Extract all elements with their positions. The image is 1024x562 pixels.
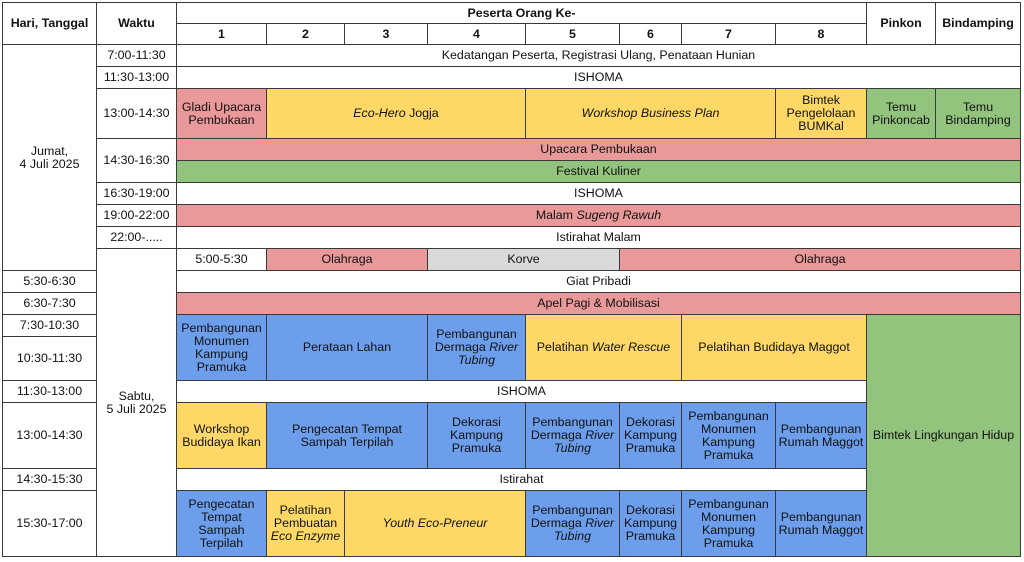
time-slot: 16:30-19:00 xyxy=(97,183,177,205)
activity-temu-pinkoncab: Temu Pinkoncab xyxy=(867,89,936,139)
activity-dekorasi: Dekorasi Kampung Pramuka xyxy=(620,403,682,469)
activity-festival: Festival Kuliner xyxy=(177,161,1021,183)
participant-number: 7 xyxy=(682,24,776,45)
time-slot: 5:00-5:30 xyxy=(177,249,267,271)
dermaga-pre: Pembangunan Dermaga xyxy=(434,327,517,354)
time-slot: 22:00-..... xyxy=(97,227,177,249)
participant-number: 2 xyxy=(267,24,345,45)
activity-dermaga xyxy=(526,403,620,469)
time-slot: 7:00-11:30 xyxy=(97,45,177,67)
activity-perataan: Perataan Lahan xyxy=(267,315,428,381)
dermaga-italic: River Tubing xyxy=(458,340,519,367)
activity-ishoma: ISHOMA xyxy=(177,381,867,403)
activity-korve: Korve xyxy=(428,249,620,271)
header-participants: Peserta Orang Ke- xyxy=(177,3,867,24)
day-cell-friday xyxy=(3,45,97,271)
day-cell-saturday xyxy=(97,249,177,557)
rescue-italic: Water Rescue xyxy=(591,340,671,354)
day-name: Jumat, xyxy=(30,143,69,158)
day-date: 4 Juli 2025 xyxy=(19,156,80,171)
participant-number: 5 xyxy=(526,24,620,45)
dermaga-pre: Pembangunan Dermaga xyxy=(530,415,613,442)
activity-monumen: Pembangunan Monumen Kampung Pramuka xyxy=(682,403,776,469)
time-slot: 10:30-11:30 xyxy=(3,337,97,381)
activity-olahraga: Olahraga xyxy=(620,249,1021,271)
activity-dermaga xyxy=(526,491,620,557)
activity-eco-hero xyxy=(267,89,526,139)
day-date: 5 Juli 2025 xyxy=(106,401,167,416)
time-slot: 13:00-14:30 xyxy=(3,403,97,469)
activity-rumah-maggot: Pembangunan Rumah Maggot xyxy=(776,491,867,557)
header-time: Waktu xyxy=(97,3,177,45)
youth-italic: Youth Eco-Preneur xyxy=(382,516,488,530)
activity-ishoma: ISHOMA xyxy=(177,183,1021,205)
activity-temu-bindamping: Temu Bindamping xyxy=(936,89,1021,139)
eco-hero-rest: Jogja xyxy=(405,106,439,120)
activity-dekorasi: Dekorasi Kampung Pramuka xyxy=(428,403,526,469)
time-slot: 6:30-7:30 xyxy=(3,293,97,315)
activity-eco-enzyme xyxy=(267,491,345,557)
time-slot: 7:30-10:30 xyxy=(3,315,97,337)
activity-apel-pagi: Apel Pagi & Mobilisasi xyxy=(177,293,1021,315)
activity-monumen: Pembangunan Monumen Kampung Pramuka xyxy=(682,491,776,557)
time-slot: 11:30-13:00 xyxy=(3,381,97,403)
activity-ishoma: ISHOMA xyxy=(177,67,1021,89)
activity-pengecatan: Pengecatan Tempat Sampah Terpilah xyxy=(267,403,428,469)
header-pinkon: Pinkon xyxy=(867,3,936,45)
activity-bimtek-lh: Bimtek Lingkungan Hidup xyxy=(867,315,1021,557)
malam-italic: Sugeng Rawuh xyxy=(576,208,662,222)
header-bindamping: Bindamping xyxy=(936,3,1021,45)
header-day-date: Hari, Tanggal xyxy=(3,3,97,45)
activity-pengecatan: Pengecatan Tempat Sampah Terpilah xyxy=(177,491,267,557)
dermaga-italic: River Tubing xyxy=(554,516,615,543)
activity-olahraga: Olahraga xyxy=(267,249,428,271)
activity-malam xyxy=(177,205,1021,227)
eco-hero-italic: Eco-Hero xyxy=(353,106,406,120)
activity-water-rescue xyxy=(526,315,682,381)
participant-number: 4 xyxy=(428,24,526,45)
activity-bimtek-bumkal: Bimtek Pengelolaan BUMKal xyxy=(776,89,867,139)
dermaga-italic: River Tubing xyxy=(554,428,615,455)
activity-workshop-bp xyxy=(526,89,776,139)
time-slot: 15:30-17:00 xyxy=(3,491,97,557)
activity-dermaga xyxy=(428,315,526,381)
activity-workshop-ikan: Workshop Budidaya Ikan xyxy=(177,403,267,469)
activity-giat-pribadi: Giat Pribadi xyxy=(177,271,1021,293)
participant-number: 8 xyxy=(776,24,867,45)
activity-youth-ecopreneur xyxy=(345,491,526,557)
activity-arrival: Kedatangan Peserta, Registrasi Ulang, Penataan Hunian xyxy=(177,45,1021,67)
activity-istirahat: Istirahat xyxy=(177,469,867,491)
time-slot: 14:30-16:30 xyxy=(97,139,177,183)
time-slot: 11:30-13:00 xyxy=(97,67,177,89)
day-name: Sabtu, xyxy=(118,388,155,403)
time-slot: 5:30-6:30 xyxy=(3,271,97,293)
participant-number: 3 xyxy=(345,24,428,45)
malam-pre: Malam xyxy=(535,208,577,222)
activity-gladi: Gladi Upacara Pembukaan xyxy=(177,89,267,139)
time-slot: 13:00-14:30 xyxy=(97,89,177,139)
workshop-bp-text: Workshop Business Plan xyxy=(581,106,720,120)
participant-number: 6 xyxy=(620,24,682,45)
rescue-pre: Pelatihan xyxy=(536,340,592,354)
dermaga-pre: Pembangunan Dermaga xyxy=(530,503,613,530)
activity-dekorasi: Dekorasi Kampung Pramuka xyxy=(620,491,682,557)
activity-maggot-training: Pelatihan Budidaya Maggot xyxy=(682,315,867,381)
activity-istirahat-malam: Istirahat Malam xyxy=(177,227,1021,249)
activity-rumah-maggot: Pembangunan Rumah Maggot xyxy=(776,403,867,469)
enzyme-italic: Eco Enzyme xyxy=(270,529,341,543)
time-slot: 19:00-22:00 xyxy=(97,205,177,227)
participant-number: 1 xyxy=(177,24,267,45)
activity-monumen: Pembangunan Monumen Kampung Pramuka xyxy=(177,315,267,381)
enzyme-pre: Pelatihan Pembuatan xyxy=(273,503,338,530)
activity-upacara: Upacara Pembukaan xyxy=(177,139,1021,161)
schedule-table xyxy=(2,2,1021,557)
time-slot: 14:30-15:30 xyxy=(3,469,97,491)
